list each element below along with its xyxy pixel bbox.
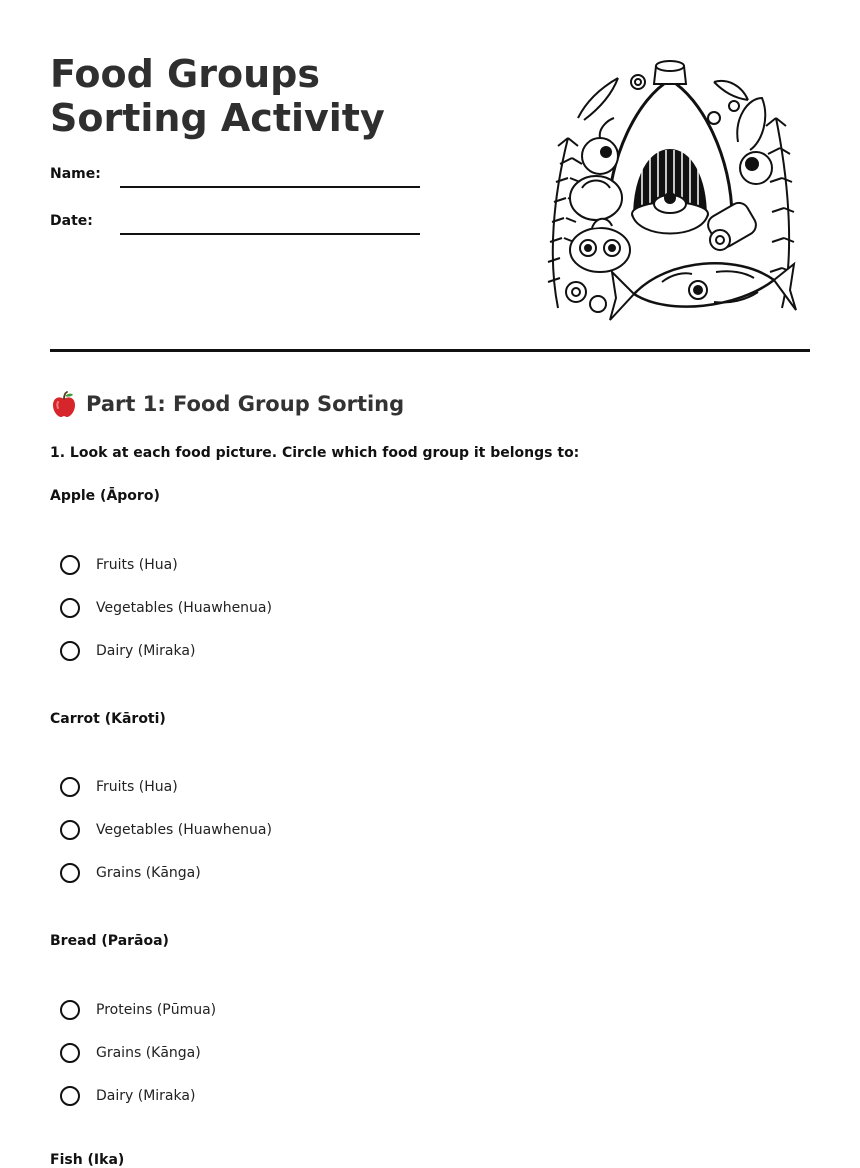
header-divider	[50, 349, 810, 352]
radio-circle[interactable]	[60, 1086, 80, 1106]
date-label: Date:	[50, 213, 93, 229]
option-dairy[interactable]	[60, 1083, 195, 1109]
food-item-name: Apple (Āporo)	[50, 488, 160, 504]
option-label: Fruits (Hua)	[96, 557, 178, 573]
apple-icon	[50, 390, 78, 418]
name-write-line[interactable]	[120, 186, 420, 188]
food-item-name: Fish (Ika)	[50, 1152, 125, 1168]
option-grains[interactable]	[60, 1040, 201, 1066]
name-label: Name:	[50, 166, 101, 182]
option-label: Dairy (Miraka)	[96, 1088, 196, 1104]
option-label: Vegetables (Huawhenua)	[96, 600, 272, 616]
radio-circle[interactable]	[60, 1000, 80, 1020]
food-illustration	[538, 58, 802, 322]
part1-heading-text: Part 1: Food Group Sorting	[86, 392, 405, 416]
radio-circle[interactable]	[60, 863, 80, 883]
page-title: Food Groups Sorting Activity	[50, 52, 385, 140]
option-label: Vegetables (Huawhenua)	[96, 822, 272, 838]
radio-circle[interactable]	[60, 1043, 80, 1063]
radio-circle[interactable]	[60, 820, 80, 840]
option-fruits[interactable]	[60, 552, 178, 578]
option-vegetables[interactable]	[60, 595, 272, 621]
option-grains[interactable]	[60, 860, 201, 886]
option-label: Proteins (Pūmua)	[96, 1002, 217, 1018]
radio-circle[interactable]	[60, 777, 80, 797]
option-label: Dairy (Miraka)	[96, 643, 196, 659]
option-vegetables[interactable]	[60, 817, 272, 843]
date-field-row	[50, 213, 420, 237]
name-field-row	[50, 166, 420, 190]
option-fruits[interactable]	[60, 774, 178, 800]
option-label: Fruits (Hua)	[96, 779, 178, 795]
food-item-name: Bread (Parāoa)	[50, 933, 169, 949]
question-1-instruction: 1. Look at each food picture. Circle which food group it belongs to:	[50, 445, 580, 461]
radio-circle[interactable]	[60, 598, 80, 618]
radio-circle[interactable]	[60, 555, 80, 575]
option-label: Grains (Kānga)	[96, 865, 201, 881]
option-proteins[interactable]	[60, 997, 216, 1023]
radio-circle[interactable]	[60, 641, 80, 661]
date-write-line[interactable]	[120, 233, 420, 235]
part1-heading	[50, 390, 404, 418]
option-label: Grains (Kānga)	[96, 1045, 201, 1061]
food-item-name: Carrot (Kāroti)	[50, 711, 166, 727]
option-dairy[interactable]	[60, 638, 195, 664]
